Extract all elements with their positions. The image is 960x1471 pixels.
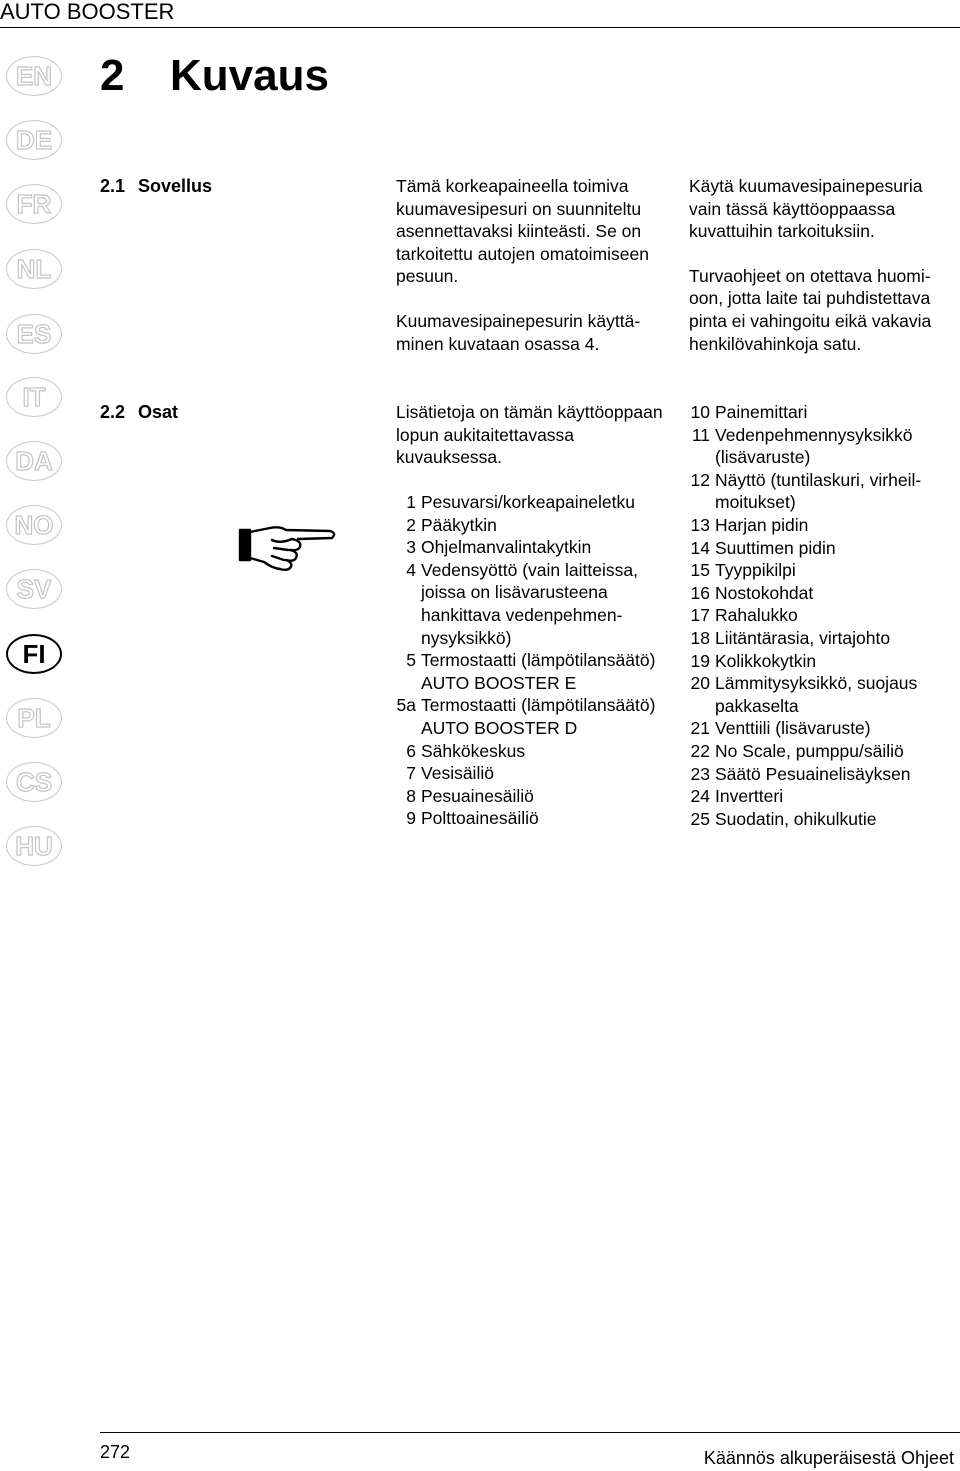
parts-list-right bbox=[689, 401, 949, 830]
part-number: 5a bbox=[396, 695, 416, 716]
section-title: Sovellus bbox=[138, 176, 213, 196]
part-label: Lämmitysyksikkö, suojaus pakkaselta bbox=[715, 673, 918, 716]
part-number: 25 bbox=[690, 808, 710, 829]
section-title: Osat bbox=[138, 402, 179, 422]
language-tab-da[interactable]: DA bbox=[6, 441, 62, 481]
chapter-number: 2 bbox=[100, 51, 125, 100]
chapter-title: Kuvaus bbox=[170, 51, 329, 100]
part-list-item bbox=[396, 559, 666, 649]
part-label: Termostaatti (lämpötilansäätö) AUTO BOOSTER E bbox=[421, 650, 656, 693]
part-list-item bbox=[396, 785, 666, 808]
part-number: 9 bbox=[406, 808, 416, 829]
part-label: Termostaatti (lämpötilansäätö) AUTO BOOSTER D bbox=[421, 695, 656, 738]
part-number: 4 bbox=[406, 559, 416, 580]
part-number: 18 bbox=[690, 627, 710, 648]
part-number: 21 bbox=[690, 718, 710, 739]
part-label: Invertteri bbox=[715, 786, 784, 807]
part-number: 19 bbox=[690, 650, 710, 671]
part-list-item bbox=[689, 740, 949, 763]
part-label: Harjan pidin bbox=[715, 514, 809, 535]
part-number: 17 bbox=[690, 605, 710, 626]
section-sovellus-right-text bbox=[689, 175, 955, 377]
part-list-item bbox=[396, 536, 666, 559]
section-number: 2.1 bbox=[100, 176, 126, 196]
part-number: 13 bbox=[690, 514, 710, 535]
part-number: 7 bbox=[406, 763, 416, 784]
language-tab-en[interactable]: EN bbox=[6, 56, 62, 96]
footer-divider bbox=[100, 1432, 960, 1433]
part-number: 14 bbox=[690, 537, 710, 558]
language-tab-no[interactable]: NO bbox=[6, 505, 62, 545]
part-list-item bbox=[396, 807, 666, 830]
part-number: 10 bbox=[690, 402, 710, 422]
section-heading-osat bbox=[100, 401, 178, 423]
part-label: Pesuainesäiliö bbox=[421, 785, 534, 806]
part-label: Vesisäiliö bbox=[421, 763, 494, 784]
part-number: 8 bbox=[406, 785, 416, 806]
paragraph: Tämä korkeapaineella toimiva kuumavesipesuri on suunniteltu asennettavaksi kiinteästi. Se on tarkoitettu autojen omatoimiseen pesuun. bbox=[396, 176, 649, 287]
part-list-item bbox=[689, 537, 949, 560]
language-tab-sv[interactable]: SV bbox=[6, 569, 62, 609]
part-list-item bbox=[689, 401, 949, 424]
footer-note: Käännös alkuperäisestä Ohjeet bbox=[703, 1448, 954, 1468]
part-label: Painemittari bbox=[715, 402, 808, 422]
language-tab-it[interactable]: IT bbox=[6, 377, 62, 417]
part-list-item bbox=[689, 808, 949, 831]
part-number: 2 bbox=[406, 514, 416, 535]
part-list-item bbox=[396, 762, 666, 785]
part-label: Rahalukko bbox=[715, 605, 798, 626]
part-label: Polttoainesäiliö bbox=[421, 808, 539, 829]
part-list-item bbox=[689, 469, 949, 514]
part-label: Venttiili (lisävaruste) bbox=[715, 718, 871, 739]
language-tab-fr[interactable]: FR bbox=[6, 184, 62, 224]
part-list-item bbox=[396, 514, 666, 537]
pointing-hand-icon bbox=[236, 518, 340, 576]
part-number: 12 bbox=[690, 469, 710, 490]
header-divider bbox=[0, 27, 960, 28]
part-number: 15 bbox=[690, 560, 710, 581]
section-osat-intro: Lisätietoja on tämän käyttöoppaan lopun aukitaitettavassa kuvauksessa. bbox=[396, 402, 663, 468]
part-number: 20 bbox=[690, 673, 710, 694]
part-label: Näyttö (tuntilaskuri, virheilmoitukset) bbox=[715, 469, 922, 513]
part-label: Vedenpehmennysyksikkö (lisävaruste) bbox=[715, 424, 913, 468]
part-label: Pesuvarsi/korkeapaineletku bbox=[421, 492, 636, 512]
section-number: 2.2 bbox=[100, 402, 126, 422]
language-tab-fi[interactable]: FI bbox=[6, 634, 62, 674]
part-number: 24 bbox=[690, 786, 710, 807]
chapter-heading bbox=[100, 50, 329, 102]
part-label: Kolikkokytkin bbox=[715, 650, 817, 671]
part-list-item bbox=[396, 740, 666, 763]
language-tab-cs[interactable]: CS bbox=[6, 762, 62, 802]
part-list-item bbox=[689, 672, 949, 717]
part-list-item bbox=[689, 763, 949, 786]
part-number: 22 bbox=[690, 740, 710, 761]
part-list-item bbox=[689, 424, 949, 469]
section-sovellus-left-text bbox=[396, 175, 668, 377]
part-label: Vedensyöttö (vain laitteissa, joissa on lisävarusteena hankittava vedenpehmennysyksikkö) bbox=[421, 559, 638, 648]
part-number: 3 bbox=[406, 537, 416, 558]
part-label: Sähkökeskus bbox=[421, 740, 526, 761]
part-label: Suodatin, ohikulkutie bbox=[715, 808, 877, 829]
paragraph: Kuumavesipainepesurin käyttäminen kuvataan osassa 4. bbox=[396, 310, 641, 354]
part-list-item bbox=[689, 604, 949, 627]
part-list-item bbox=[396, 649, 666, 694]
part-number: 16 bbox=[690, 582, 710, 603]
part-label: No Scale, pumppu/säiliö bbox=[715, 740, 904, 761]
document-header-title: AUTO BOOSTER bbox=[0, 0, 175, 24]
paragraph: Käytä kuumavesipainepesuria vain tässä käyttöoppaassa kuvattuihin tarkoituksiin. bbox=[689, 176, 923, 242]
part-number: 1 bbox=[406, 492, 416, 512]
part-list-item bbox=[689, 514, 949, 537]
part-label: Säätö Pesuainelisäyksen bbox=[715, 763, 911, 784]
language-tab-es[interactable]: ES bbox=[6, 314, 62, 354]
part-label: Ohjelmanvalintakytkin bbox=[421, 537, 592, 558]
part-number: 11 bbox=[691, 424, 710, 445]
part-number: 23 bbox=[690, 763, 710, 784]
part-number: 6 bbox=[406, 740, 416, 761]
section-heading-sovellus bbox=[100, 175, 212, 197]
language-tab-hu[interactable]: HU bbox=[6, 826, 62, 866]
paragraph: Turvaohjeet on otettava huomioon, jotta laite tai puhdistettava pinta ei vahingoitu eikä vakavia henkilövahinkoja satu. bbox=[689, 265, 932, 354]
part-number: 5 bbox=[406, 650, 416, 671]
part-list-item bbox=[689, 627, 949, 650]
part-label: Pääkytkin bbox=[421, 514, 497, 535]
part-list-item bbox=[689, 785, 949, 808]
part-label: Nostokohdat bbox=[715, 582, 814, 603]
language-tab-de[interactable]: DE bbox=[6, 120, 62, 160]
language-tab-nl[interactable]: NL bbox=[6, 249, 62, 289]
parts-list-left bbox=[396, 491, 666, 830]
part-list-item bbox=[689, 650, 949, 673]
part-label: Tyyppikilpi bbox=[715, 560, 796, 581]
part-list-item bbox=[689, 582, 949, 605]
part-label: Suuttimen pidin bbox=[715, 537, 836, 558]
part-list-item bbox=[689, 717, 949, 740]
part-list-item bbox=[396, 491, 666, 514]
part-label: Liitäntärasia, virtajohto bbox=[715, 627, 891, 648]
part-list-item bbox=[396, 694, 666, 739]
part-list-item bbox=[689, 559, 949, 582]
page-number: 272 bbox=[100, 1442, 131, 1462]
language-tab-pl[interactable]: PL bbox=[6, 698, 62, 738]
